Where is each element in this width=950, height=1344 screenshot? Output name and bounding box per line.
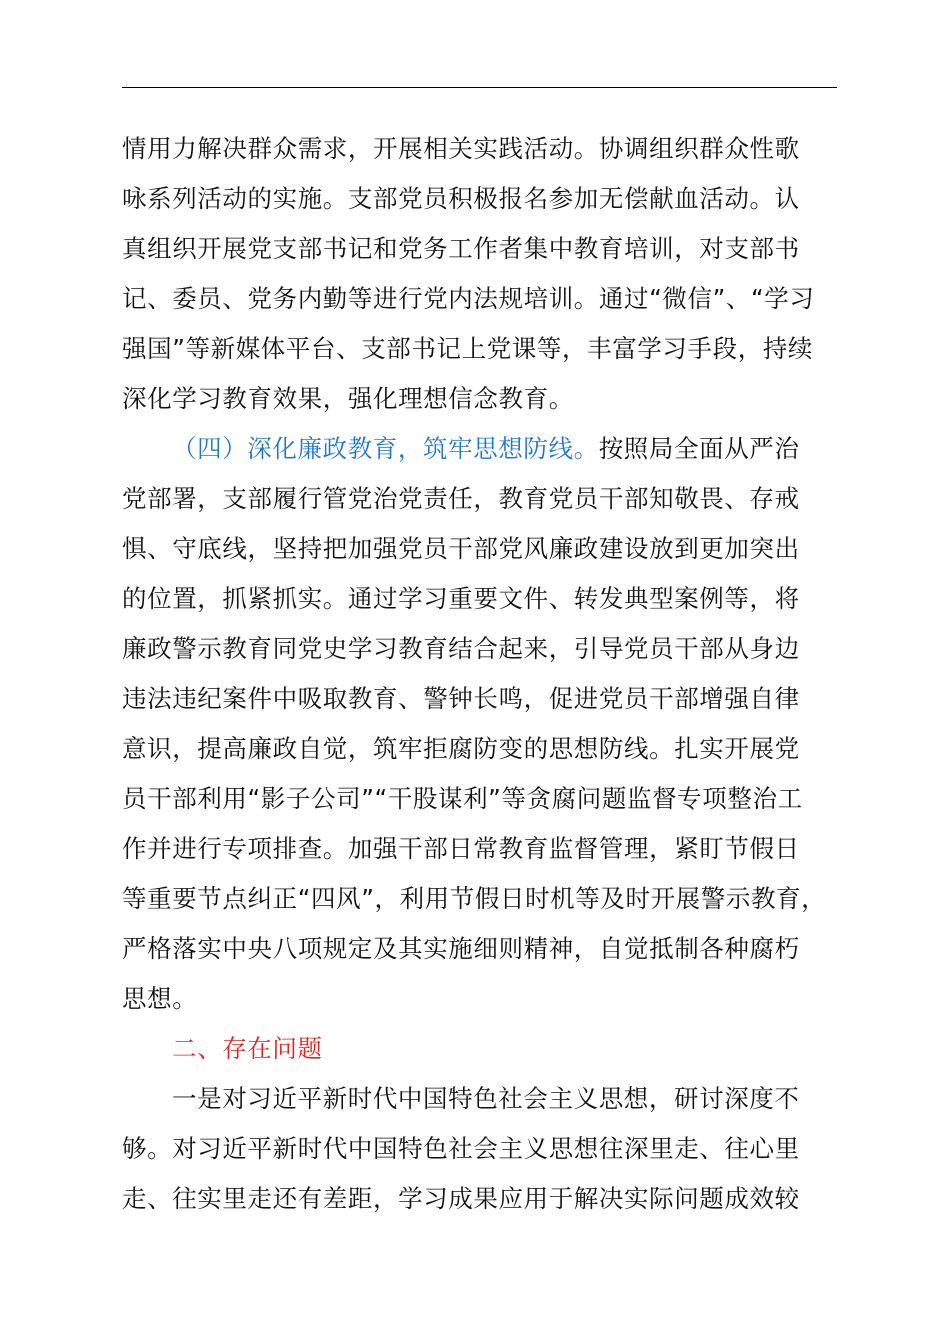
text-line: 员干部利用“影子公司”“干股谋利”等贪腐问题监督专项整治工	[122, 784, 803, 813]
text-line: 思想。	[122, 984, 198, 1013]
text-line: 真组织开展党支部书记和党务工作者集中教育培训，对支部书	[122, 234, 800, 263]
text-line: 的位置，抓紧抓实。通过学习重要文件、转发典型案例等，将	[122, 584, 800, 613]
text-line: 强国”等新媒体平台、支部书记上党课等，丰富学习手段，持续	[122, 334, 813, 363]
text-line: 意识，提高廉政自觉，筑牢拒腐防变的思想防线。扎实开展党	[122, 734, 800, 763]
text-line: 等重要节点纠正“四风”，利用节假日时机等及时开展警示教育，	[122, 884, 827, 913]
text-line: 严格落实中央八项规定及其实施细则精神，自觉抵制各种腐朽	[122, 934, 800, 963]
text-line: 作并进行专项排查。加强干部日常教育监督管理，紧盯节假日	[122, 834, 800, 863]
text-line: 情用力解决群众需求，开展相关实践活动。协调组织群众性歌	[122, 134, 800, 163]
section-4-first-line	[122, 424, 840, 474]
document-body	[122, 124, 840, 1224]
section-4-heading: （四）深化廉政教育，筑牢思想防线。	[172, 434, 599, 463]
text-line: 走、往实里走还有差距，学习成果应用于解决实际问题成效较	[122, 1184, 800, 1213]
header-rule	[122, 87, 837, 88]
text-line: 记、委员、党务内勤等进行党内法规培训。通过“微信”、“学习	[122, 284, 815, 313]
text-line: 违法违纪案件中吸取教育、警钟长鸣，促进党员干部增强自律	[122, 684, 800, 713]
text-line: 廉政警示教育同党史学习教育结合起来，引导党员干部从身边	[122, 634, 800, 663]
section-2-heading: 二、存在问题	[172, 1034, 323, 1063]
text-line: 够。对习近平新时代中国特色社会主义思想往深里走、往心里	[122, 1134, 800, 1163]
section-4-first-line-text: 按照局全面从严治	[598, 434, 800, 463]
text-line: 党部署，支部履行管党治党责任，教育党员干部知敬畏、存戒	[122, 484, 800, 513]
text-line: 惧、守底线，坚持把加强党员干部党风廉政建设放到更加突出	[122, 534, 800, 563]
text-line: 咏系列活动的实施。支部党员积极报名参加无偿献血活动。认	[122, 184, 800, 213]
text-line: 一是对习近平新时代中国特色社会主义思想，研讨深度不	[172, 1084, 800, 1113]
text-line: 深化学习教育效果，强化理想信念教育。	[122, 384, 574, 413]
